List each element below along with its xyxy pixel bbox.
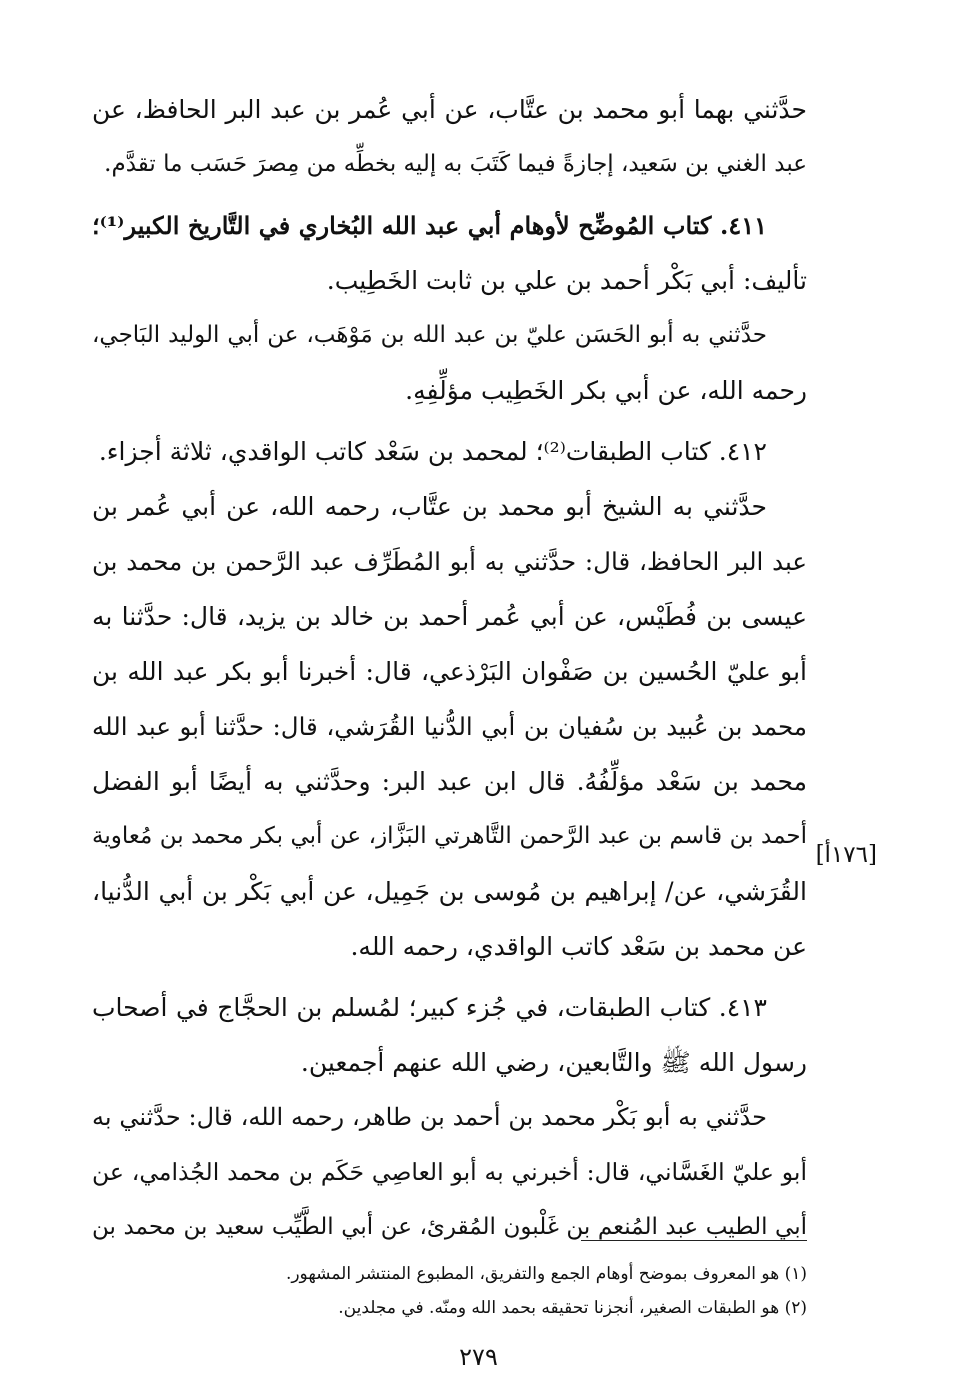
- entry-heading-413: ٤١٣. كتاب الطبقات، في جُزء كبير؛ لمُسلم بن الحجَّاج في أصحاب: [92, 993, 767, 1022]
- text-line: حدَّثني بهما أبو محمد بن عتَّاب، عن أبي عُمر بن عبد البر الحافظ، عن: [92, 95, 807, 124]
- main-text: [92, 82, 807, 1255]
- text-line: أبي الطيب عبد المُنعم بن غَلْبون المُقرئ، عن أبي الطَّيِّب سعيد بن محمد بن: [92, 1214, 807, 1240]
- footnote-separator: [581, 1240, 807, 1241]
- text-line: عبد البر الحافظ، قال: حدَّثني به أبو المُطَرِّف عبد الرَّحمن بن محمد بن: [92, 547, 807, 576]
- text-line: أبو عليّ الحُسين بن صَفْوان البَرْذعي، قال: أخبرنا أبو بكر عبد الله بن: [92, 657, 807, 686]
- manuscript-folio-marker: [١٧٦أ]: [815, 842, 877, 868]
- text-line: تأليف: أبي بَكْر أحمد بن علي بن ثابت الخَطِيب.: [326, 266, 807, 295]
- text-line: حدَّثني به الشيخ أبو محمد بن عتَّاب، رحمه الله، عن أبي عُمر بن: [92, 492, 767, 521]
- text-line: رحمه الله، عن أبي بكر الخَطِيب مؤلِّفِهِ.: [405, 376, 807, 405]
- text-line: عيسى بن فُطَيْس، عن أبي عُمر أحمد بن خالد بن يزيد، قال: حدَّثنا به: [92, 602, 807, 631]
- footnote-1: (١) هو المعروف بموضح أوهام الجمع والتفريق، المطبوع المنتشر المشهور.: [285, 1264, 807, 1284]
- text-line: أبو عليّ الغَسَّاني، قال: أخبرني به أبو العاصِي حَكَم بن محمد الجُذامي، عن: [92, 1158, 807, 1186]
- text-line: حدَّثني به أبو الحَسَن عليّ بن عبد الله بن مَوْهَب، عن أبي الوليد البَاجي،: [92, 322, 767, 348]
- entry-heading-411: ٤١١. كتاب المُوضِّح لأوهام أبي عبد الله البُخاري في التَّاريخ الكبير⁽¹⁾؛: [92, 211, 767, 240]
- text-line: رسول الله ﷺ والتَّابعين، رضي الله عنهم أجمعين.: [300, 1048, 807, 1077]
- entry-heading-412: ٤١٢. كتاب الطبقات⁽²⁾؛ لمحمد بن سَعْد كاتب الواقدي، ثلاثة أجزاء.: [98, 437, 767, 466]
- footnotes: [92, 1257, 807, 1325]
- text-line: أحمد بن قاسم بن عبد الرَّحمن التَّاهرتي البَزَّاز، عن أبي بكر محمد بن مُعاوية: [92, 823, 807, 849]
- text-line: حدَّثني به أبو بَكْر محمد بن أحمد بن طاهر، رحمه الله، قال: حدَّثني به: [92, 1103, 767, 1131]
- text-line: محمد بن عُبيد بن سُفيان بن أبي الدُّنيا القُرَشي، قال: حدَّثنا أبو عبد الله: [92, 712, 807, 741]
- text-line: القُرَشي، عن/ إبراهيم بن مُوسى بن جَمِيل، عن أبي بَكْر بن أبي الدُّنيا،: [92, 877, 807, 906]
- text-line: عبد الغني بن سَعيد، إجازةً فيما كَتَبَ به إليه بخطِّه من مِصرَ حَسَب ما تقدَّم.: [104, 151, 807, 177]
- text-line: محمد بن سَعْد مؤلِّفُهُ. قال ابن عبد البر: وحدَّثني به أيضًا أبو الفضل: [92, 767, 807, 796]
- footnote-2: (٢) هو الطبقات الصغير، أنجزنا تحقيقه بحمد الله ومنّه. في مجلدين.: [338, 1298, 807, 1318]
- page-number: ٢٧٩: [459, 1343, 498, 1371]
- text-line: عن محمد بن سَعْد كاتب الواقدي، رحمه الله.: [350, 932, 807, 961]
